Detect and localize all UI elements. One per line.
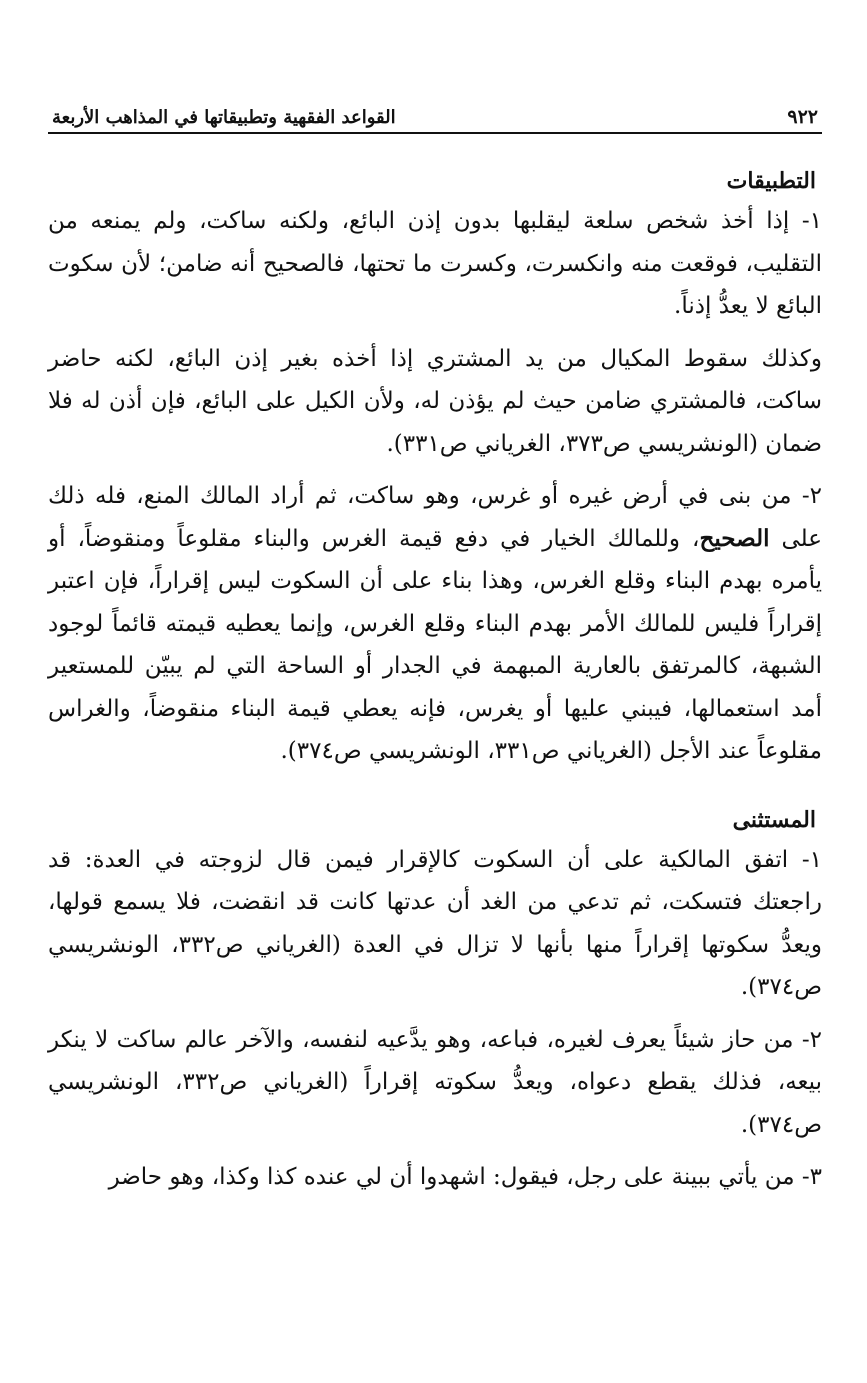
- paragraph-text: ٢- من بنى في أرض غيره أو غرس، وهو ساكت، ثم أراد المالك المنع، فله ذلك على: [48, 483, 822, 552]
- bold-term: الصحيح: [699, 524, 770, 552]
- page-number: ٩٢٢: [787, 106, 818, 128]
- paragraph-application-2: [48, 475, 822, 773]
- paragraph-exception-1: ١- اتفق المالكية على أن السكوت كالإقرار فيمن قال لزوجته في العدة: قد راجعتك فتسكت، ثم تدعي من الغد أن عدتها كانت قد انقضت، فلا يسمع قولها، ويعدُّ سكوتها إقراراً منها بأنها لا تزال في العدة (الغرياني ص٣٣٢، الونشريسي ص٣٧٤).: [48, 846, 822, 1000]
- section-heading-exceptions: المستثنى: [732, 806, 816, 833]
- paragraph-application-1-extension: وكذلك سقوط المكيال من يد المشتري إذا أخذه بغير إذن البائع، لكنه حاضر ساكت، فالمشتري ضامن حيث لم يؤذن له، ولأن الكيل على البائع، فإن أذن له فلا ضمان (الونشريسي ص٣٧٣، الغرياني ص٣٣١).: [48, 345, 822, 457]
- section-heading-applications: التطبيقات: [726, 168, 816, 194]
- book-page: [48, 92, 822, 1209]
- paragraph-exception-3: ٣- من يأتي ببينة على رجل، فيقول: اشهدوا أن لي عنده كذا وكذا، وهو حاضر: [108, 1164, 822, 1190]
- paragraph-application-1: ١- إذا أخذ شخص سلعة ليقلبها بدون إذن البائع، ولكنه ساكت، ولم يمنعه من التقليب، فوقعت منه وانكسرت، وكسرت ما تحتها، فالصحيح أنه ضامن؛ لأن سكوت البائع لا يعدُّ إذناً.: [48, 208, 822, 319]
- header-title: القواعد الفقهية وتطبيقاتها في المذاهب الأربعة: [52, 107, 396, 128]
- paragraph-text: ، وللمالك الخيار في دفع قيمة الغرس والبناء مقلوعاً ومنقوضاً، أو يأمره بهدم البناء وقلع الغرس، وهذا بناء على أن السكوت ليس إقراراً، فإن اعتبر إقراراً فليس للمالك الأمر بهدم البناء وقلع الغرس، وإنما يعطيه قيمته قائماً لوجود الشبهة، كالمرتفق بالعارية المبهمة في الجدار أو الساحة التي لم يبيّن للمستعير أمد استعمالها، فيبني عليها أو يغرس، فإنه يعطي قيمة البناء منقوضاً، والغراس مقلوعاً عند الأجل (الغرياني ص٣٣١، الونشريسي ص٣٧٤).: [48, 525, 822, 764]
- paragraph-exception-2: ٢- من حاز شيئاً يعرف لغيره، فباعه، وهو يدَّعيه لنفسه، والآخر عالم ساكت لا ينكر بيعه، فذلك يقطع دعواه، ويعدُّ سكوته إقراراً (الغرياني ص٣٣٢، الونشريسي ص٣٧٤).: [48, 1026, 823, 1138]
- running-header: [48, 92, 822, 134]
